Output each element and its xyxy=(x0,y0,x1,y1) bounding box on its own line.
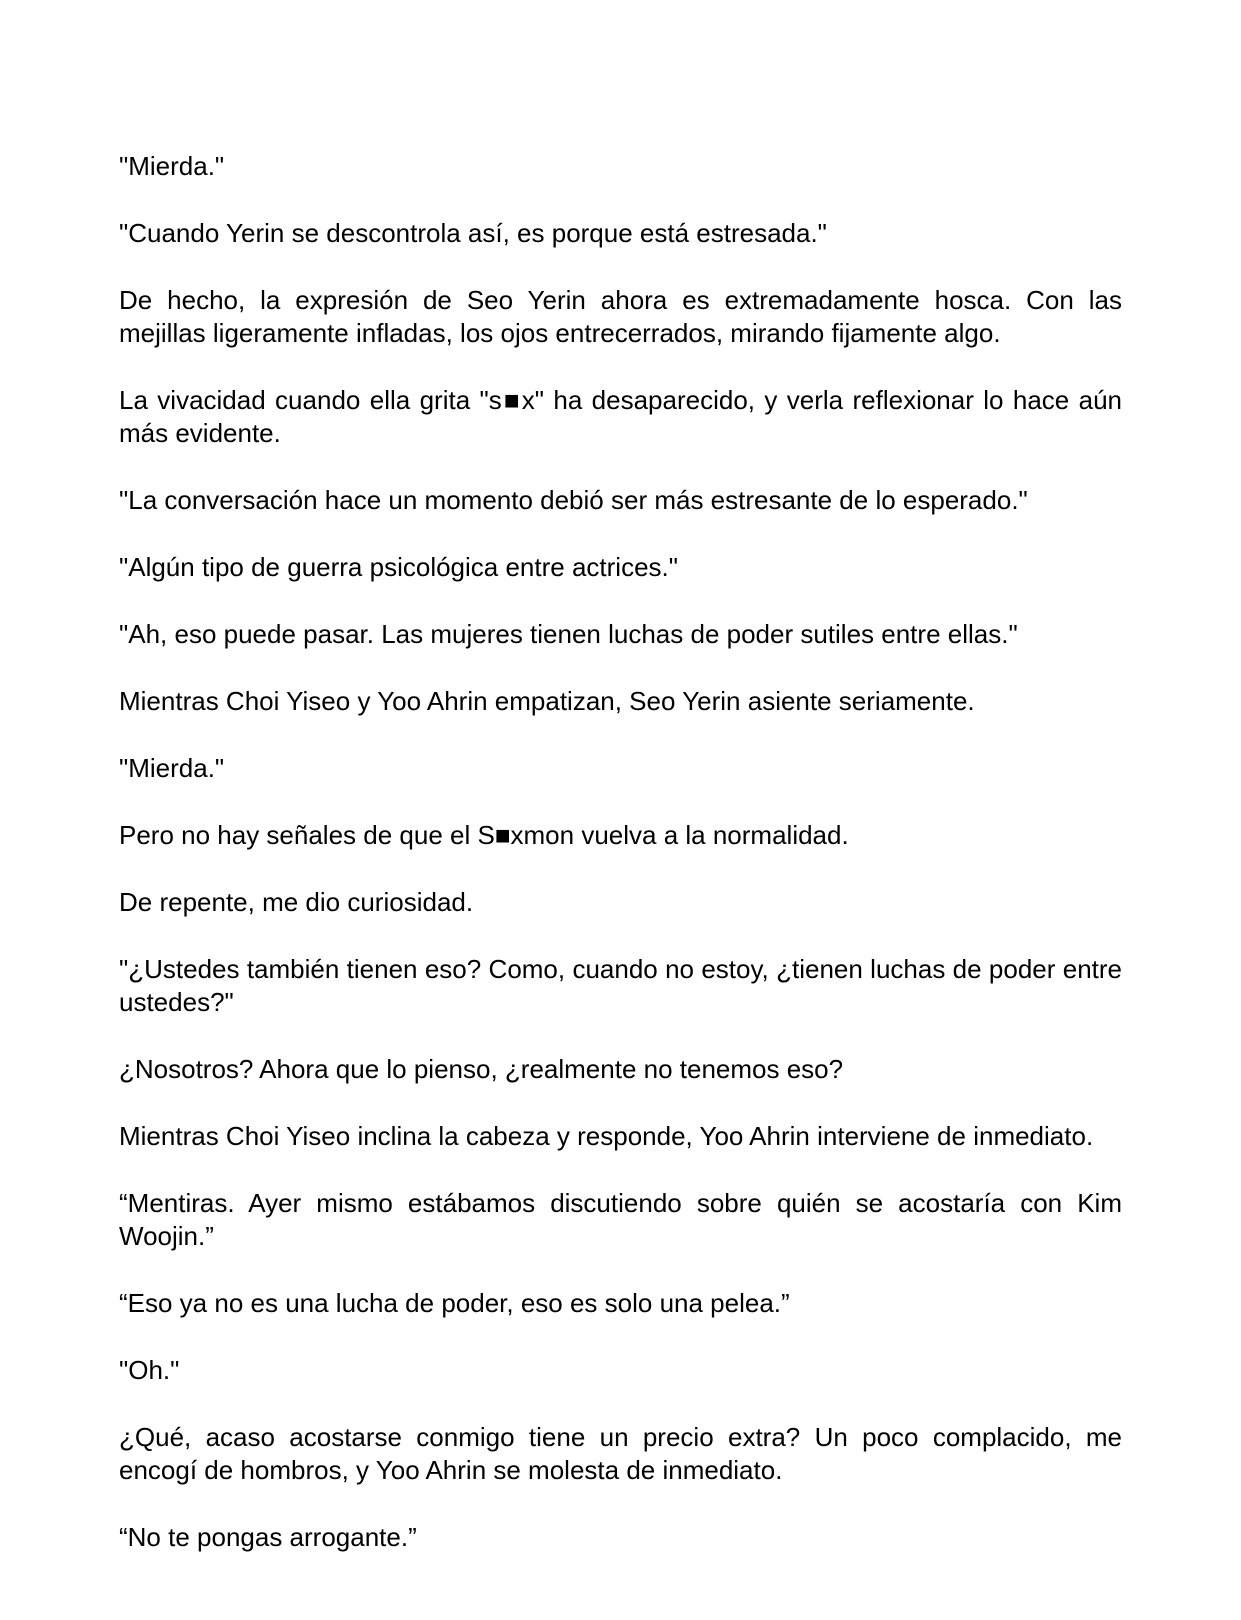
paragraph-5: "La conversación hace un momento debió ser más estresante de lo esperado." xyxy=(119,485,1028,515)
paragraph-6: "Algún tipo de guerra psicológica entre actrices." xyxy=(119,552,678,582)
paragraph-8: Mientras Choi Yiseo y Yoo Ahrin empatizan, Seo Yerin asiente seriamente. xyxy=(119,686,975,716)
paragraph-10: Pero no hay señales de que el S■xmon vuelva a la normalidad. xyxy=(119,820,849,850)
paragraph-16: “Eso ya no es una lucha de poder, eso es solo una pelea.” xyxy=(119,1288,790,1318)
paragraph-14: Mientras Choi Yiseo inclina la cabeza y responde, Yoo Ahrin interviene de inmediato. xyxy=(119,1121,1094,1151)
paragraph-11: De repente, me dio curiosidad. xyxy=(119,887,474,917)
document-body xyxy=(119,150,1122,1588)
paragraph-18: ¿Qué, acaso acostarse conmigo tiene un precio extra? Un poco complacido, me encogí de hombros, y Yoo Ahrin se molesta de inmediato. xyxy=(119,1422,1122,1485)
paragraph-15: “Mentiras. Ayer mismo estábamos discutiendo sobre quién se acostaría con Kim Woojin.” xyxy=(119,1188,1122,1251)
paragraph-17: "Oh." xyxy=(119,1355,180,1385)
paragraph-3: De hecho, la expresión de Seo Yerin ahora es extremadamente hosca. Con las mejillas ligeramente infladas, los ojos entrecerrados, mirando fijamente algo. xyxy=(119,285,1122,348)
paragraph-13: ¿Nosotros? Ahora que lo pienso, ¿realmente no tenemos eso? xyxy=(119,1054,844,1084)
paragraph-19: “No te pongas arrogante.” xyxy=(119,1522,417,1552)
paragraph-12: "¿Ustedes también tienen eso? Como, cuando no estoy, ¿tienen luchas de poder entre ustedes?" xyxy=(119,954,1122,1017)
paragraph-9: "Mierda." xyxy=(119,753,225,783)
paragraph-2: "Cuando Yerin se descontrola así, es porque está estresada." xyxy=(119,218,827,248)
paragraph-1: "Mierda." xyxy=(119,151,225,181)
paragraph-7: "Ah, eso puede pasar. Las mujeres tienen luchas de poder sutiles entre ellas." xyxy=(119,619,1018,649)
paragraph-4: La vivacidad cuando ella grita "s■x" ha desaparecido, y verla reflexionar lo hace aún más evidente. xyxy=(119,385,1122,448)
